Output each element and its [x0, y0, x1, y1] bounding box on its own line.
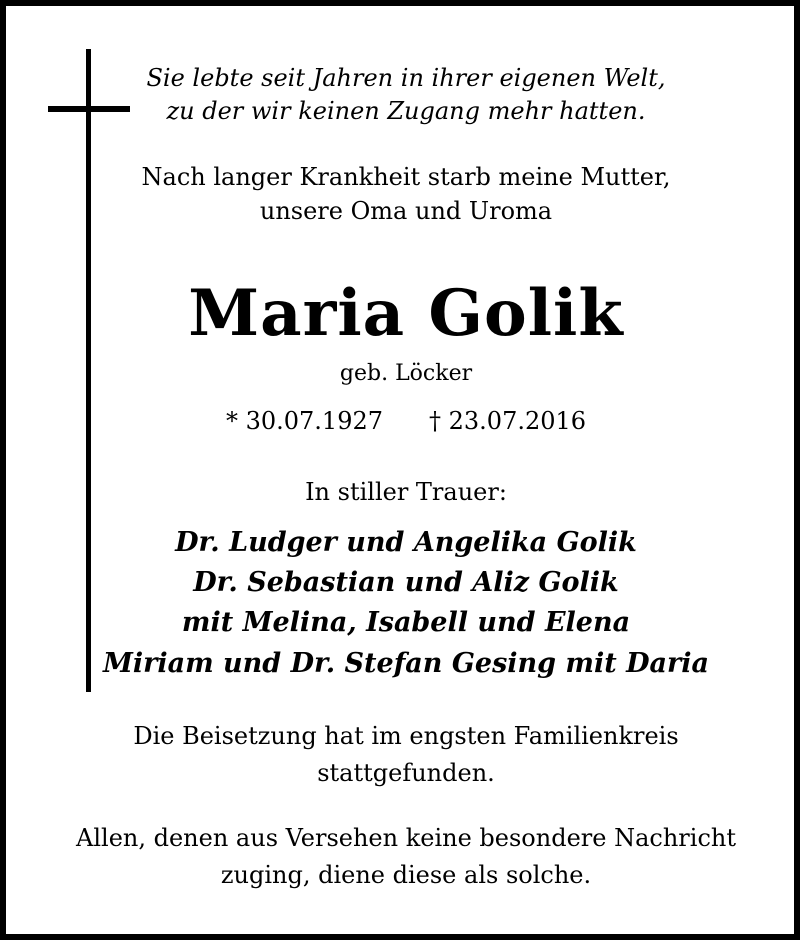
intro-line-2: unsere Oma und Uroma [259, 197, 553, 225]
mourner-line-3: mit Melina, Isabell und Elena [181, 607, 631, 638]
maiden-name: geb. Löcker [339, 361, 473, 386]
funeral-note-line-2: stattgefunden. [317, 759, 495, 787]
closing-note-line-1: Allen, denen aus Versehen keine besondere Nachricht [76, 824, 736, 852]
mourner-line-4: Miriam und Dr. Stefan Gesing mit Daria [102, 648, 710, 679]
funeral-note-line-1: Die Beisetzung hat im engsten Familienkreis [133, 722, 679, 750]
motto-line-2: zu der wir keinen Zugang mehr hatten. [166, 97, 646, 125]
mourning-heading: In stiller Trauer: [305, 478, 507, 506]
birth-date: * 30.07.1927 [225, 407, 383, 435]
motto-line-1: Sie lebte seit Jahren in ihrer eigenen Welt, [146, 64, 666, 92]
life-dates [6, 409, 800, 433]
deceased-name: Maria Golik [188, 276, 624, 351]
intro-line-1: Nach langer Krankheit starb meine Mutter, [141, 163, 671, 191]
mourner-line-2: Dr. Sebastian und Aliz Golik [193, 567, 619, 598]
death-date: † 23.07.2016 [429, 407, 587, 435]
closing-note-line-2: zuging, diene diese als solche. [220, 861, 592, 889]
mourner-line-1: Dr. Ludger und Angelika Golik [175, 527, 637, 558]
